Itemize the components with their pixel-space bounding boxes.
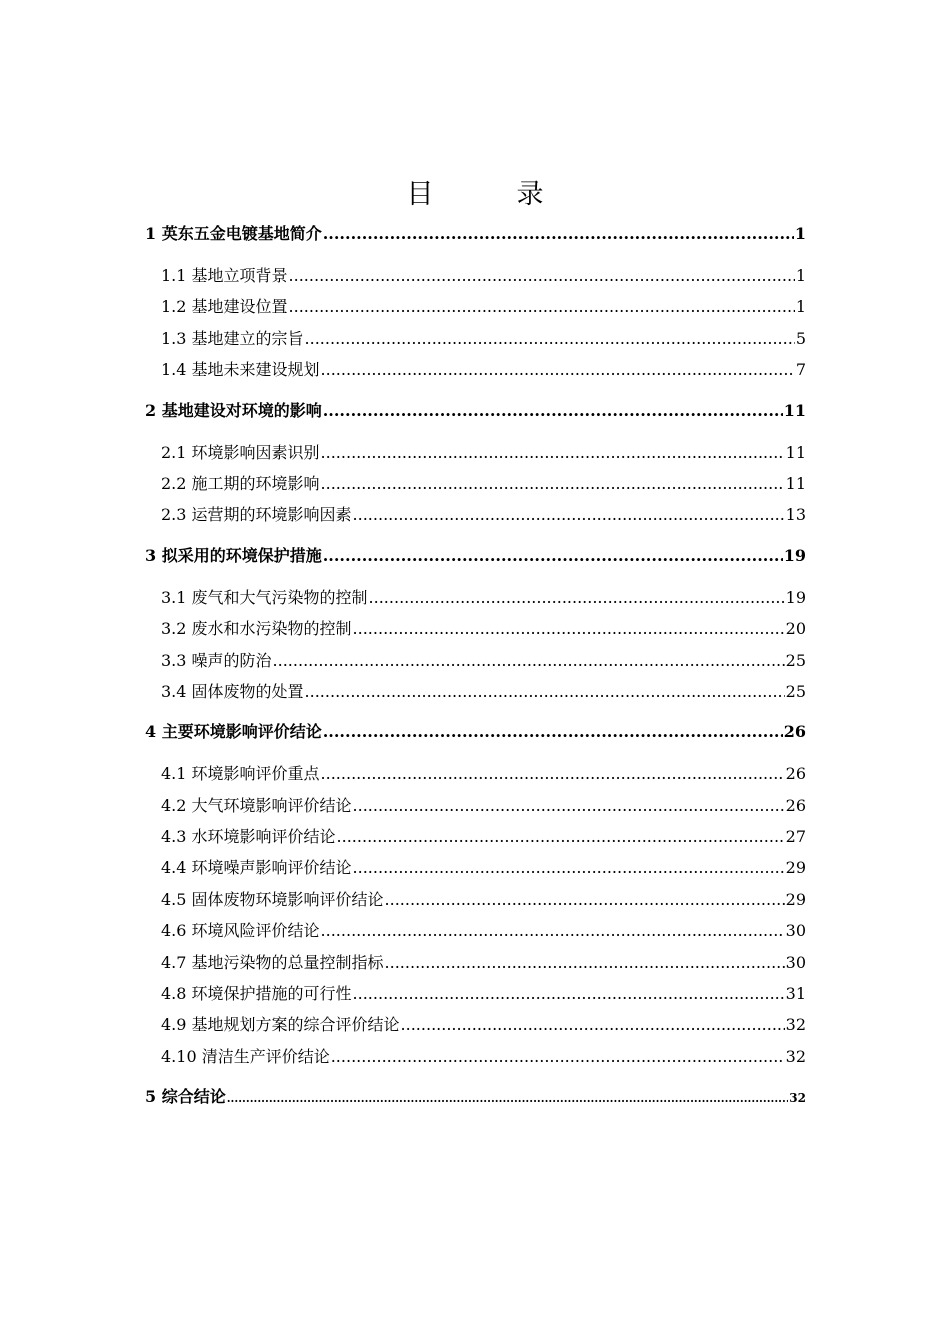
toc-entry-1-3[interactable]: 1.3 基地建立的宗旨 ..... 5 bbox=[145, 323, 806, 354]
toc-entry-section-3[interactable]: 3 拟采用的环境保护措施 ..... 19 bbox=[145, 540, 806, 572]
toc-entry-2-3[interactable]: 2.3 运营期的环境影响因素 ..... 13 bbox=[145, 499, 806, 530]
toc-entry-4-10[interactable]: 4.10 清洁生产评价结论 ..... 32 bbox=[145, 1041, 806, 1072]
toc-entry-4-6[interactable]: 4.6 环境风险评价结论 ..... 30 bbox=[145, 915, 806, 946]
toc-entry-4-9[interactable]: 4.9 基地规划方案的综合评价结论 ..... 32 bbox=[145, 1009, 806, 1040]
toc-entry-1-4[interactable]: 1.4 基地未来建设规划 ..... 7 bbox=[145, 354, 806, 385]
toc-entry-3-1[interactable]: 3.1 废气和大气污染物的控制 ..... 19 bbox=[145, 582, 806, 613]
toc-entry-4-3[interactable]: 4.3 水环境影响评价结论 ..... 27 bbox=[145, 821, 806, 852]
toc-entry-section-5[interactable]: 5 综合结论 ..... 32 bbox=[145, 1081, 806, 1113]
toc-entry-section-4[interactable]: 4 主要环境影响评价结论 ..... 26 bbox=[145, 716, 806, 748]
toc-entry-3-2[interactable]: 3.2 废水和水污染物的控制 ..... 20 bbox=[145, 613, 806, 644]
toc-entry-section-1[interactable]: 1 英东五金电镀基地简介 ..... 1 bbox=[145, 218, 806, 250]
toc-entry-4-2[interactable]: 4.2 大气环境影响评价结论 ..... 26 bbox=[145, 790, 806, 821]
table-of-contents bbox=[145, 218, 806, 1113]
toc-entry-3-3[interactable]: 3.3 噪声的防治 ..... 25 bbox=[145, 645, 806, 676]
toc-entry-3-4[interactable]: 3.4 固体废物的处置 ..... 25 bbox=[145, 676, 806, 707]
toc-entry-4-8[interactable]: 4.8 环境保护措施的可行性 ..... 31 bbox=[145, 978, 806, 1009]
toc-entry-1-2[interactable]: 1.2 基地建设位置 ..... 1 bbox=[145, 291, 806, 322]
toc-entry-1-1[interactable]: 1.1 基地立项背景 ..... 1 bbox=[145, 260, 806, 291]
toc-entry-4-5[interactable]: 4.5 固体废物环境影响评价结论 ..... 29 bbox=[145, 884, 806, 915]
toc-entry-2-2[interactable]: 2.2 施工期的环境影响 ..... 11 bbox=[145, 468, 806, 499]
toc-entry-2-1[interactable]: 2.1 环境影响因素识别 ..... 11 bbox=[145, 437, 806, 468]
toc-title: 目 录 bbox=[406, 179, 572, 210]
toc-entry-section-2[interactable]: 2 基地建设对环境的影响 ..... 11 bbox=[145, 395, 806, 427]
toc-entry-4-4[interactable]: 4.4 环境噪声影响评价结论 ..... 29 bbox=[145, 852, 806, 883]
toc-entry-4-7[interactable]: 4.7 基地污染物的总量控制指标 ..... 30 bbox=[145, 947, 806, 978]
toc-entry-4-1[interactable]: 4.1 环境影响评价重点 ..... 26 bbox=[145, 758, 806, 789]
